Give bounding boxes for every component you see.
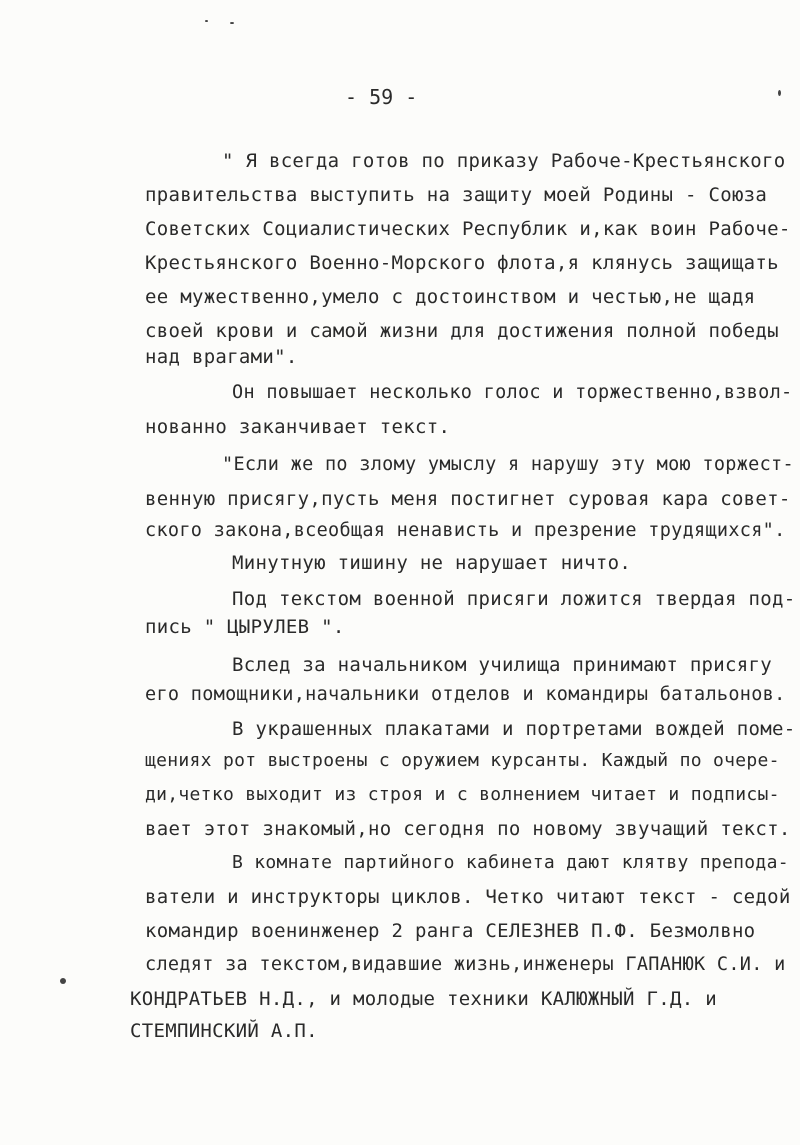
ink-speck: [60, 978, 66, 984]
ink-speck: [778, 90, 781, 96]
text-line: Вслед за начальником училища принимают присягу: [232, 654, 772, 676]
text-line: следят за текстом,видавшие жизнь,инженеры ГАПАНЮК С.И. и: [145, 954, 786, 975]
ink-speck: [230, 22, 234, 24]
ink-speck: [205, 20, 208, 22]
text-line: В комнате партийного кабинета дают клятву препода-: [232, 852, 789, 873]
text-line: ди,четко выходит из строя и с волнением читает и подписы-: [145, 784, 780, 805]
text-line: Он повышает несколько голос и торжественно,взвол-: [232, 382, 793, 403]
text-line: ского закона,всеобщая ненависть и презрение трудящихся".: [145, 520, 786, 541]
text-line: Минутную тишину не нарушает ничто.: [232, 552, 632, 574]
text-line: КОНДРАТЬЕВ Н.Д., и молодые техники КАЛЮЖНЫЙ Г.Д. и: [130, 988, 717, 1010]
text-line: пись " ЦЫРУЛЕВ ".: [145, 616, 345, 638]
text-line: нованно заканчивает текст.: [145, 416, 451, 438]
text-line: венную присягу,пусть меня постигнет суровая кара совет-: [145, 488, 791, 510]
text-line: над врагами".: [145, 346, 298, 368]
text-line: щениях рот выстроены с оружием курсанты. Каждый по очере-: [145, 750, 780, 771]
text-line: правительства выступить на защиту моей Родины - Союза: [145, 184, 768, 206]
text-line: ее мужественно,умело с достоинством и честью,не щадя: [145, 286, 756, 308]
text-line: командир военинженер 2 ранга СЕЛЕЗНЕВ П.Ф. Безмолвно: [145, 920, 756, 942]
text-line: его помощники,начальники отделов и командиры батальонов.: [145, 684, 786, 705]
text-line: Крестьянского Военно-Морского флота,я клянусь защищать: [145, 252, 779, 274]
text-line: СТЕМПИНСКИЙ А.П.: [130, 1020, 318, 1042]
text-line: вает этот знакомый,но сегодня по новому звучащий текст.: [145, 818, 791, 840]
text-line: В украшенных плакатами и портретами вождей поме-: [232, 718, 796, 740]
text-line: Под текстом военной присяги ложится твердая под-: [232, 588, 796, 610]
text-line: ватели и инструкторы циклов. Четко читают текст - седой: [145, 886, 791, 908]
text-line: " Я всегда готов по приказу Рабоче-Крестьянского: [222, 150, 786, 172]
page-number: - 59 -: [345, 85, 418, 109]
text-line: Советских Социалистических Республик и,как воин Рабоче-: [145, 218, 791, 240]
text-line: "Если же по злому умыслу я нарушу эту мою торжест-: [222, 454, 794, 475]
text-line: своей крови и самой жизни для достижения полной победы: [145, 320, 779, 342]
